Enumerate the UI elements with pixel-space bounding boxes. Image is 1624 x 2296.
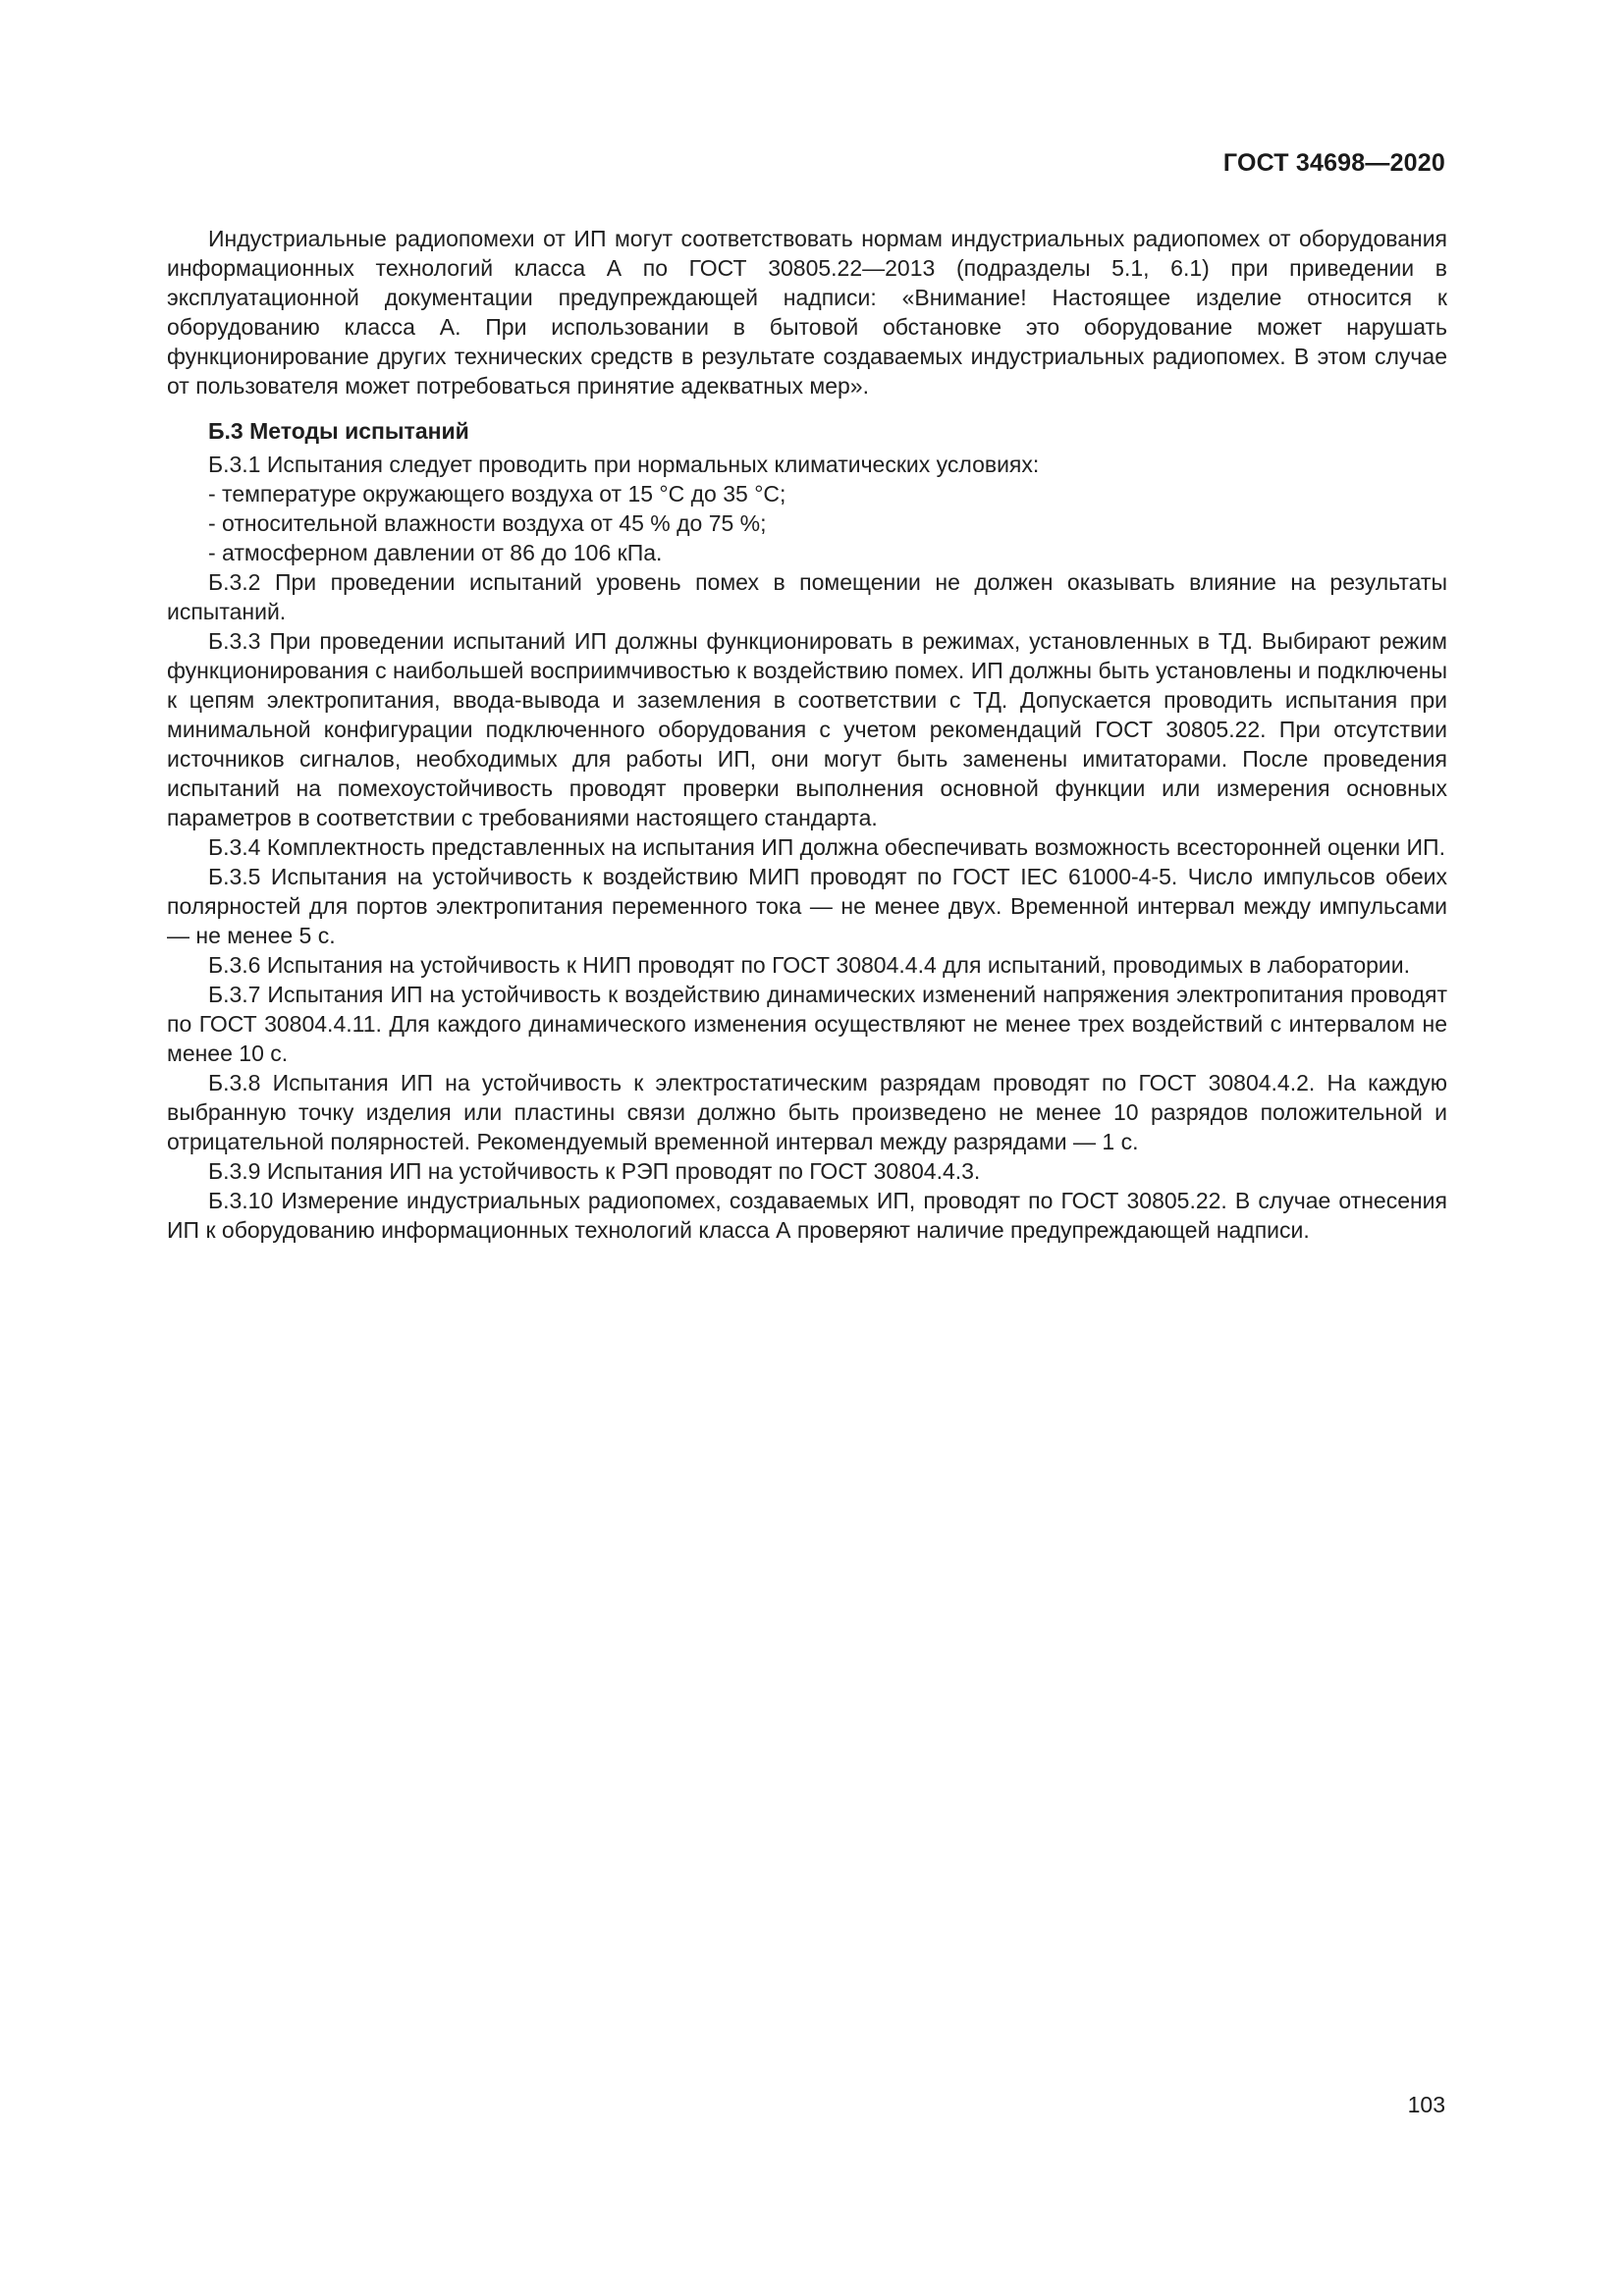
intro-paragraph: Индустриальные радиопомехи от ИП могут соответствовать нормам индустриальных радиопомех от оборудования информационных технологий класса А по ГОСТ 30805.22—2013 (подразделы 5.1, 6.1) при приведении в эксплуатационной документации предупреждающей надписи: «Внимание! Настоящее изделие относится к оборудованию класса А. При использовании в бытовой обстановке это оборудование может нарушать функционирование других технических средств в результате создаваемых индустриальных радиопомех. В этом случае от пользователя может потребоваться принятие адекватных мер». [167, 226, 1447, 399]
paragraph-b31: Б.3.1 Испытания следует проводить при нормальных климатических условиях: [208, 452, 1040, 477]
list-item: - относительной влажности воздуха от 45 % до 75 %; [208, 510, 767, 536]
list-item: - атмосферном давлении от 86 до 106 кПа. [208, 540, 663, 565]
paragraph-b38: Б.3.8 Испытания ИП на устойчивость к электростатическим разрядам проводят по ГОСТ 30804.4.2. На каждую выбранную точку изделия или пластины связи должно быть произведено не менее 10 разрядов положительной и отрицательной полярностей. Рекомендуемый временной интервал между разрядами — 1 с. [167, 1070, 1447, 1154]
paragraph-b34: Б.3.4 Комплектность представленных на испытания ИП должна обеспечивать возможность всесторонней оценки ИП. [208, 834, 1445, 860]
paragraph-b37: Б.3.7 Испытания ИП на устойчивость к воздействию динамических изменений напряжения электропитания проводят по ГОСТ 30804.4.11. Для каждого динамического изменения осуществляют не менее трех воздействий с интервалом не менее 10 с. [167, 982, 1447, 1066]
page-number: 103 [1407, 2092, 1445, 2117]
paragraph-b39: Б.3.9 Испытания ИП на устойчивость к РЭП проводят по ГОСТ 30804.4.3. [208, 1158, 981, 1184]
paragraph-b35: Б.3.5 Испытания на устойчивость к воздействию МИП проводят по ГОСТ IEC 61000-4-5. Число импульсов обеих полярностей для портов электропитания переменного тока — не менее двух. Временной интервал между импульсами — не менее 5 с. [167, 864, 1447, 948]
list-item: - температуре окружающего воздуха от 15 °С до 35 °С; [208, 481, 786, 507]
paragraph-b32: Б.3.2 При проведении испытаний уровень помех в помещении не должен оказывать влияние на результаты испытаний. [167, 569, 1447, 624]
section-title: Б.3 Методы испытаний [208, 418, 469, 444]
document-id-header: ГОСТ 34698—2020 [1222, 149, 1445, 177]
page-body [167, 224, 1447, 1245]
paragraph-b36: Б.3.6 Испытания на устойчивость к НИП проводят по ГОСТ 30804.4.4 для испытаний, проводимых в лаборатории. [208, 952, 1410, 978]
paragraph-b310: Б.3.10 Измерение индустриальных радиопомех, создаваемых ИП, проводят по ГОСТ 30805.22. В случае отнесения ИП к оборудованию информационных технологий класса А проверяют наличие предупреждающей надписи. [167, 1188, 1447, 1243]
paragraph-b33: Б.3.3 При проведении испытаний ИП должны функционировать в режимах, установленных в ТД. Выбирают режим функционирования с наибольшей восприимчивостью к воздействию помех. ИП должны быть установлены и подключены к цепям электропитания, ввода-вывода и заземления в соответствии с ТД. Допускается проводить испытания при минимальной конфигурации подключенного оборудования с учетом рекомендаций ГОСТ 30805.22. При отсутствии источников сигналов, необходимых для работы ИП, они могут быть заменены имитаторами. После проведения испытаний на помехоустойчивость проводят проверки выполнения основной функции или измерения основных параметров в соответствии с требованиями настоящего стандарта. [167, 628, 1447, 830]
